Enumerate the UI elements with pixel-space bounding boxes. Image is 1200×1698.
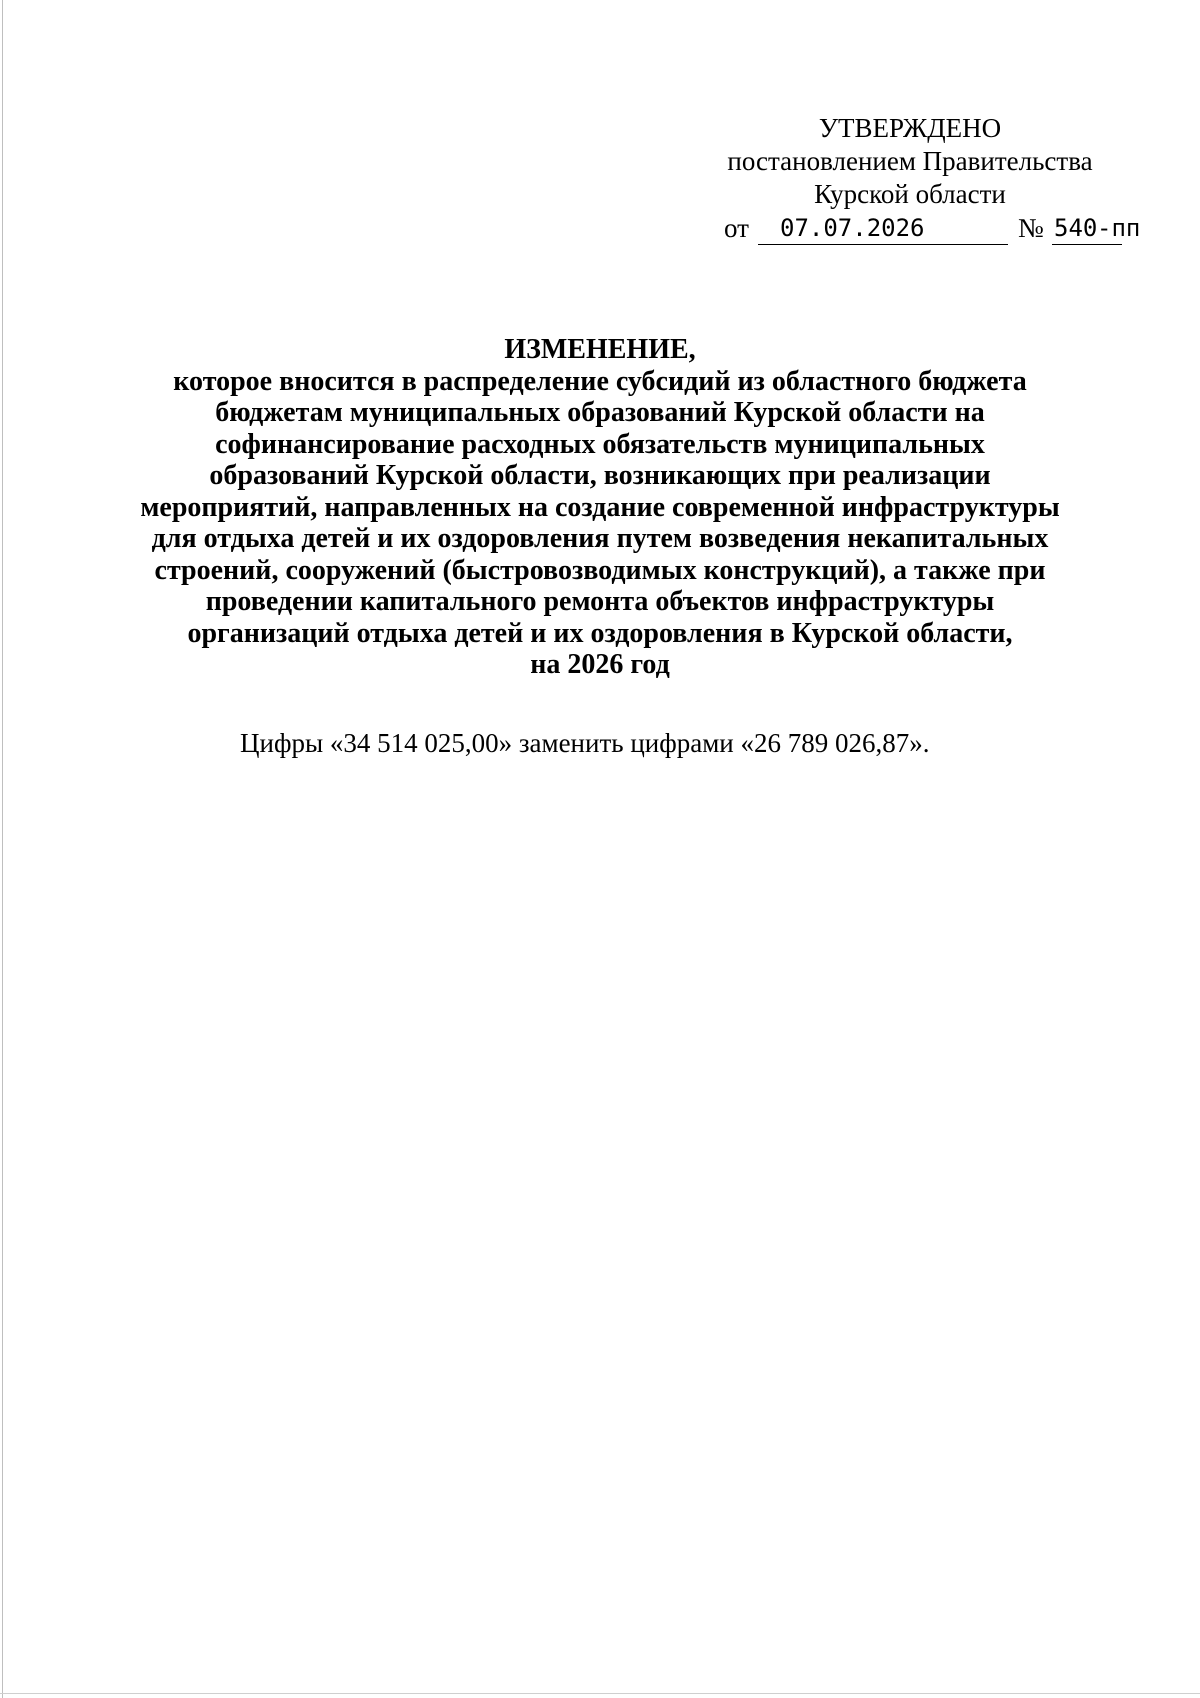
- number-value: 540: [1052, 212, 1122, 245]
- approval-resolution-line: постановлением Правительства: [727, 146, 1093, 176]
- scan-edge-left: [2, 0, 3, 1698]
- approval-block: [700, 112, 1160, 246]
- body-paragraph: Цифры «34 514 025,00» заменить цифрами «26 789 026,87».: [240, 728, 930, 758]
- approval-region-line: Курской области: [814, 179, 1006, 209]
- date-value: 07.07.2026: [758, 212, 1008, 245]
- title-line: образований Курской области, возникающих при реализации: [209, 460, 991, 491]
- number-suffix: -пп: [1097, 214, 1141, 242]
- title-line: проведении капитального ремонта объектов инфраструктуры: [205, 586, 995, 617]
- approval-date-row: [700, 212, 1160, 246]
- date-label: от: [724, 213, 749, 243]
- number-label: №: [1018, 213, 1044, 243]
- title-line: организаций отдыха детей и их оздоровления в Курской области,: [187, 617, 1013, 649]
- title-line: на 2026 год: [530, 649, 670, 680]
- title-line: софинансирование расходных обязательств муниципальных: [215, 428, 985, 460]
- title-heading: ИЗМЕНЕНИЕ,: [504, 334, 696, 365]
- document-title: [80, 334, 1120, 681]
- scan-edge-bottom: [0, 1693, 1200, 1694]
- title-line: мероприятий, направленных на создание современной инфраструктуры: [140, 491, 1060, 523]
- title-line: бюджетам муниципальных образований Курской области на: [215, 397, 985, 428]
- title-line: которое вносится в распределение субсидий из областного бюджета: [173, 365, 1027, 397]
- title-line: для отдыха детей и их оздоровления путем возведения некапитальных: [151, 523, 1049, 554]
- approval-heading: УТВЕРЖДЕНО: [818, 113, 1002, 143]
- title-line: строений, сооружений (быстровозводимых конструкций), а также при: [154, 554, 1046, 586]
